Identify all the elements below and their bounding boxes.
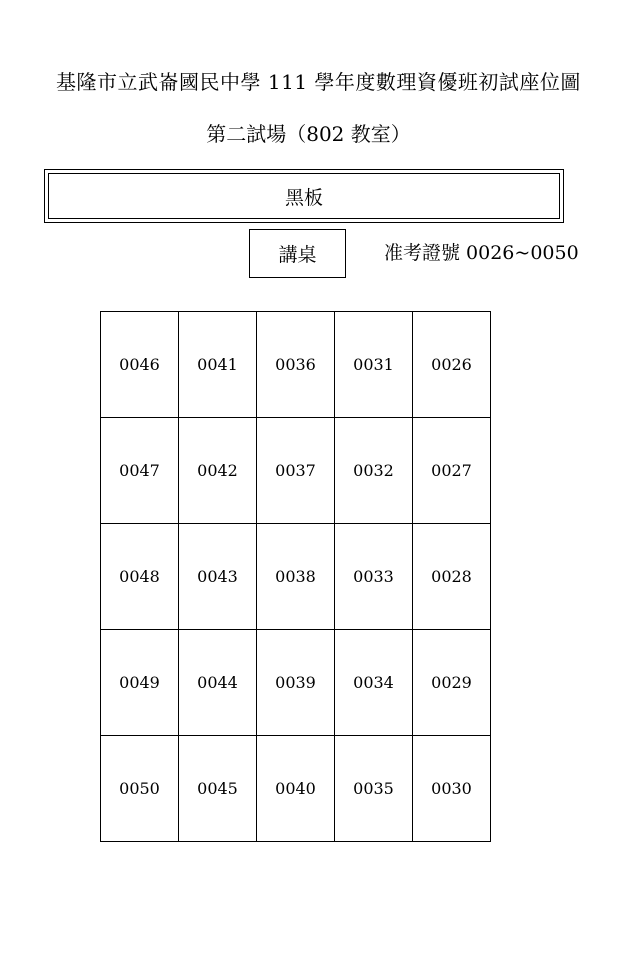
- seat-cell: 0046: [101, 312, 179, 418]
- seat-cell: 0040: [257, 736, 335, 842]
- seat-cell: 0035: [335, 736, 413, 842]
- seat-row: [101, 312, 491, 418]
- document-title: 基隆市立武崙國民中學 111 學年度數理資優班初試座位圖: [56, 70, 581, 94]
- seat-cell: 0026: [413, 312, 491, 418]
- seat-cell: 0030: [413, 736, 491, 842]
- seat-cell: 0039: [257, 630, 335, 736]
- seat-row: [101, 418, 491, 524]
- podium-box: 講桌: [249, 229, 346, 278]
- seat-cell: 0032: [335, 418, 413, 524]
- seat-cell: 0028: [413, 524, 491, 630]
- seat-cell: 0036: [257, 312, 335, 418]
- seat-cell: 0045: [179, 736, 257, 842]
- seat-cell: 0033: [335, 524, 413, 630]
- seat-cell: 0034: [335, 630, 413, 736]
- seat-cell: 0042: [179, 418, 257, 524]
- seat-cell: 0031: [335, 312, 413, 418]
- seat-cell: 0047: [101, 418, 179, 524]
- seat-cell: 0038: [257, 524, 335, 630]
- seat-cell: 0037: [257, 418, 335, 524]
- seat-cell: 0050: [101, 736, 179, 842]
- seat-cell: 0027: [413, 418, 491, 524]
- seat-grid: [100, 311, 491, 842]
- exam-room-subtitle: 第二試場（802 教室）: [206, 122, 411, 146]
- seat-cell: 0029: [413, 630, 491, 736]
- blackboard-box: [44, 169, 564, 223]
- seat-row: [101, 630, 491, 736]
- seat-cell: 0048: [101, 524, 179, 630]
- seat-row: [101, 736, 491, 842]
- seat-cell: 0041: [179, 312, 257, 418]
- seat-cell: 0049: [101, 630, 179, 736]
- admission-number-range: 准考證號 0026~0050: [384, 242, 579, 264]
- seat-cell: 0044: [179, 630, 257, 736]
- seat-cell: 0043: [179, 524, 257, 630]
- seat-row: [101, 524, 491, 630]
- blackboard-label: 黑板: [48, 173, 560, 219]
